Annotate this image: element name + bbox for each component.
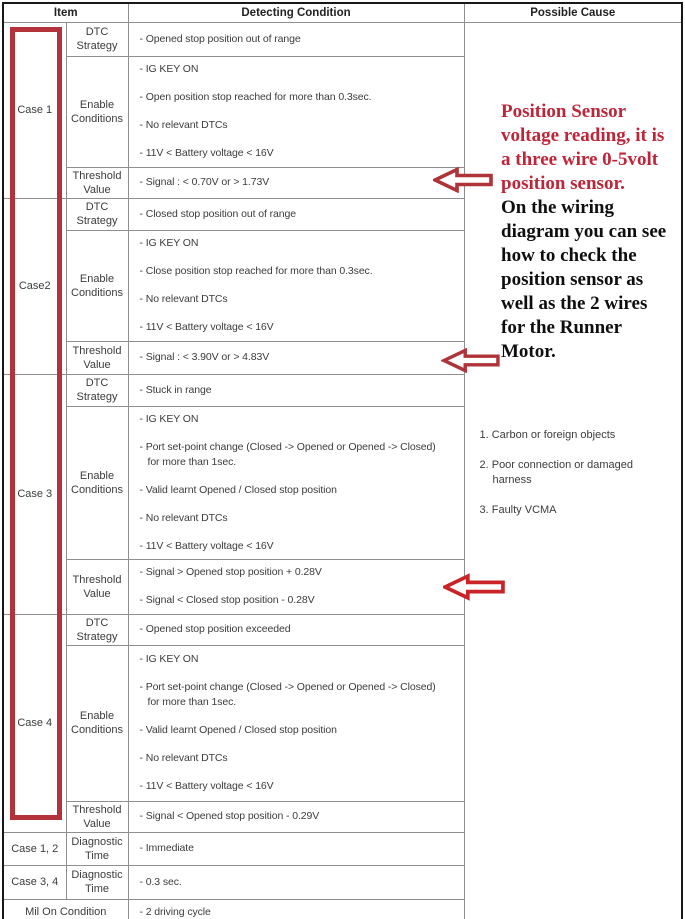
left-arrow-icon-3 <box>443 573 505 601</box>
case-1-threshold-value-label: Threshold Value <box>66 167 128 198</box>
case-2-dtc-strategy-label: DTC Strategy <box>66 198 128 230</box>
diagnostic-time-case-3-4-label: Case 3, 4 <box>3 865 66 899</box>
case-2-threshold-value <box>128 341 464 374</box>
condition-line: - 11V < Battery voltage < 16V <box>139 539 274 552</box>
annotation-red-line: voltage reading, it is <box>501 125 665 146</box>
condition-line: - Closed stop position out of range <box>139 207 296 220</box>
case-3-dtc-strategy-value <box>128 374 464 406</box>
condition-line: - 11V < Battery voltage < 16V <box>139 147 274 159</box>
case-4-threshold-value <box>128 801 464 832</box>
case-3-threshold-value-label: Threshold Value <box>66 559 128 614</box>
case-3-label: Case 3 <box>3 374 66 614</box>
condition-line: - Signal : < 3.90V or > 4.83V <box>139 351 270 363</box>
diagnostic-time-label: Diagnostic Time <box>66 865 128 899</box>
table-header-row <box>3 3 682 22</box>
condition-line: - IG KEY ON <box>139 412 199 425</box>
condition-line: - 0.3 sec. <box>139 875 182 888</box>
condition-line: for more than 1sec. <box>147 455 237 468</box>
possible-cause-list <box>480 428 672 518</box>
condition-line: - IG KEY ON <box>139 237 199 249</box>
condition-line: - Immediate <box>139 842 194 854</box>
condition-line: - Close position stop reached for more than 0.3sec. <box>139 265 373 277</box>
case-1-dtc-strategy-label: DTC Strategy <box>66 22 128 56</box>
condition-line: - Opened stop position exceeded <box>139 623 291 635</box>
condition-line: - 11V < Battery voltage < 16V <box>139 321 274 333</box>
cause-item: 2. Poor connection or damaged harness <box>479 458 633 486</box>
case-1-enable-conditions-value <box>128 56 464 167</box>
table-row <box>3 22 682 56</box>
diagnostic-time-case-1-2-value <box>128 832 464 865</box>
condition-line: - Opened stop position out of range <box>139 32 301 45</box>
condition-line: for more than 1sec. <box>147 696 237 708</box>
annotation-red-line: a three wire 0-5volt <box>501 149 659 170</box>
condition-line: - IG KEY ON <box>139 653 199 665</box>
cause-item: 1. Carbon or foreign objects <box>479 428 616 441</box>
annotation-black-line: for the Runner <box>501 317 623 338</box>
cause-item: 3. Faulty VCMA <box>479 503 557 516</box>
condition-line: - Stuck in range <box>139 383 212 396</box>
left-arrow-icon-1 <box>433 167 493 193</box>
condition-line: - Signal < Opened stop position - 0.29V <box>139 810 320 822</box>
case-1-enable-conditions-label: Enable Conditions <box>66 56 128 167</box>
annotation-black-line: well as the 2 wires <box>501 293 648 314</box>
condition-line: - Signal < Closed stop position - 0.28V <box>139 594 315 606</box>
header-item: Item <box>3 3 128 22</box>
case-4-dtc-strategy-value <box>128 614 464 645</box>
annotation-black-line: position sensor as <box>501 269 644 290</box>
condition-line: - No relevant DTCs <box>139 752 228 764</box>
condition-line: - No relevant DTCs <box>139 119 228 131</box>
case-2-label: Case2 <box>3 198 66 374</box>
condition-line: - Valid learnt Opened / Closed stop position <box>139 724 337 736</box>
condition-line: - No relevant DTCs <box>139 293 228 305</box>
case-2-dtc-strategy-value <box>128 198 464 230</box>
case-3-threshold-value <box>128 559 464 614</box>
condition-line: - Port set-point change (Closed -> Opened or Opened -> Closed) <box>139 681 436 693</box>
diagnostic-time-label: Diagnostic Time <box>66 832 128 865</box>
condition-line: - No relevant DTCs <box>139 511 228 524</box>
condition-line: - Valid learnt Opened / Closed stop position <box>139 483 337 496</box>
case-1-dtc-strategy-value <box>128 22 464 56</box>
case-4-enable-conditions-label: Enable Conditions <box>66 645 128 801</box>
condition-line: - 11V < Battery voltage < 16V <box>139 780 274 792</box>
case-3-dtc-strategy-label: DTC Strategy <box>66 374 128 406</box>
header-possible-cause: Possible Cause <box>464 3 682 22</box>
header-detecting-condition: Detecting Condition <box>128 3 464 22</box>
case-4-enable-conditions-value <box>128 645 464 801</box>
diagnostic-time-case-1-2-label: Case 1, 2 <box>3 832 66 865</box>
case-3-enable-conditions-label: Enable Conditions <box>66 406 128 559</box>
annotation-red-line: Position Sensor <box>501 101 627 122</box>
case-2-enable-conditions-value <box>128 230 464 341</box>
case-4-dtc-strategy-label: DTC Strategy <box>66 614 128 645</box>
case-2-enable-conditions-label: Enable Conditions <box>66 230 128 341</box>
case-1-threshold-value <box>128 167 464 198</box>
condition-line: - Open position stop reached for more than 0.3sec. <box>139 91 372 103</box>
condition-line: - IG KEY ON <box>139 63 199 75</box>
annotation-black-line: On the wiring <box>501 197 614 218</box>
annotation-note <box>501 100 666 364</box>
diagnostic-time-case-3-4-value <box>128 865 464 899</box>
annotation-black-line: Motor. <box>501 341 556 362</box>
case-4-threshold-value-label: Threshold Value <box>66 801 128 832</box>
condition-line: - Signal : < 0.70V or > 1.73V <box>139 176 270 188</box>
case-3-enable-conditions-value <box>128 406 464 559</box>
mil-on-condition-label: Mil On Condition <box>3 899 128 919</box>
case-1-label: Case 1 <box>3 22 66 198</box>
case-4-label: Case 4 <box>3 614 66 832</box>
condition-line: - Port set-point change (Closed -> Opened or Opened -> Closed) <box>139 440 436 453</box>
left-arrow-icon-2 <box>441 348 501 373</box>
case-2-threshold-value-label: Threshold Value <box>66 341 128 374</box>
annotation-red-line: position sensor. <box>501 173 625 194</box>
annotation-black-line: diagram you can see <box>501 221 667 242</box>
condition-line: - 2 driving cycle <box>139 905 211 918</box>
condition-line: - Signal > Opened stop position + 0.28V <box>139 566 322 578</box>
annotation-black-line: how to check the <box>501 245 637 266</box>
mil-on-condition-value <box>128 899 464 919</box>
